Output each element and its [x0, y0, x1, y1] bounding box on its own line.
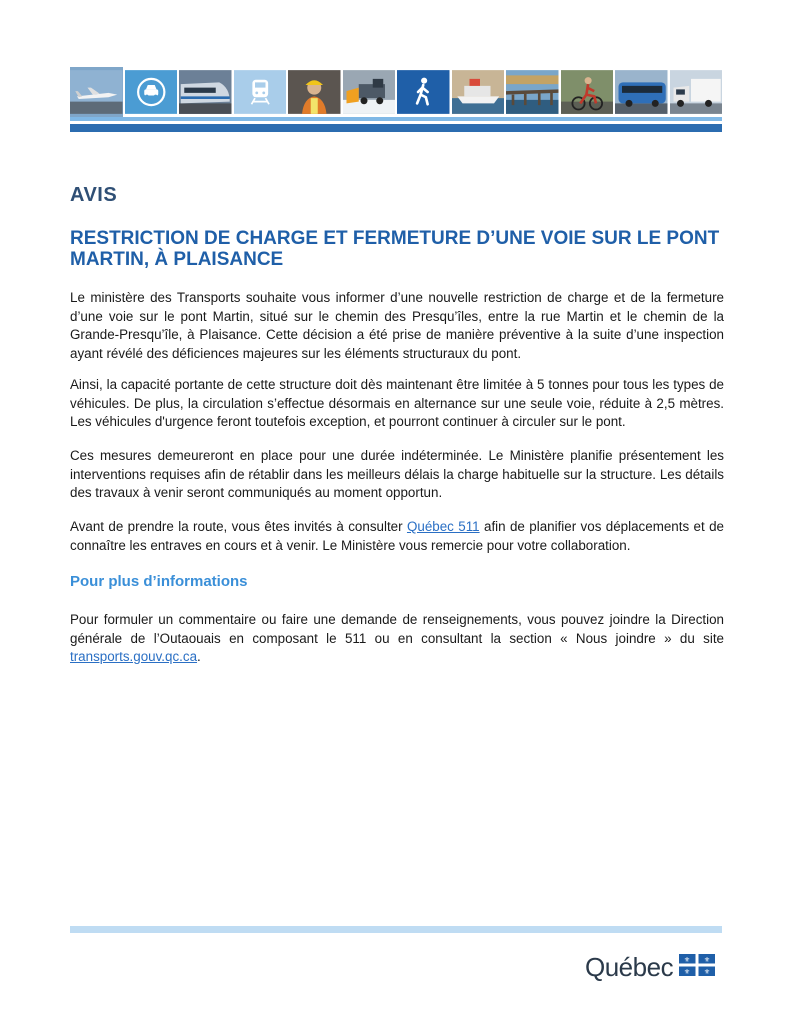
header-banner [70, 67, 722, 117]
transports-site-link[interactable]: transports.gouv.qc.ca [70, 649, 198, 664]
quebec-flag-icon [679, 954, 715, 981]
quebec-logo [585, 952, 715, 983]
svg-text:⚜: ⚜ [683, 968, 691, 976]
header-rule-dark [70, 124, 722, 132]
header-rule-light [70, 117, 722, 121]
rail-icon [234, 67, 287, 117]
cyclist-icon [561, 67, 614, 117]
contact-paragraph [70, 611, 724, 667]
bridge-icon [506, 67, 559, 117]
more-info-heading: Pour plus d’informations [70, 573, 248, 590]
footer-rule [70, 926, 722, 933]
notice-title: RESTRICTION DE CHARGE ET FERMETURE D’UNE VOIE SUR LE PONT MARTIN, À PLAISANCE [70, 228, 720, 270]
airplane-icon [70, 67, 123, 117]
contact-text-before: Pour formuler un commentaire ou faire une demande de renseignements, vous pouvez joindre la Direction générale de l’Outaouais en composant le 511 ou en consultant la section « Nous joindre » du site [70, 612, 724, 646]
bus-icon [615, 67, 668, 117]
quebec-511-link[interactable]: Québec 511 [406, 519, 480, 534]
logo-text: Québec [585, 952, 674, 982]
paragraph-4-text-after: afin de planifier vos déplacements et de connaître les entraves en cours et à venir. Le Ministère vous remercie pour votre collaboration. [70, 519, 724, 553]
paragraph-2: Ainsi, la capacité portante de cette structure doit dès maintenant être limitée à 5 tonnes pour tous les types de véhicules. De plus, la circulation s’effectue désormais en alternance sur une seule voie, réduite à 2,5 mètres. Les véhicules d'urgence feront toutefois exception, et pourront continuer à circuler sur le pont. [70, 377, 724, 429]
paragraph-1: Le ministère des Transports souhaite vous informer d’une nouvelle restriction de charge et de la fermeture d’une voie sur le pont Martin, situé sur le chemin des Presqu’îles, entre la rue Martin et le chemin de la Grande-Presqu’île, à Plaisance. Cette décision a été prise de manière préventive à la suite d’une inspection ayant révélé des déficiences majeures sur les éléments structuraux du pont. [70, 290, 724, 361]
svg-text:⚜: ⚜ [703, 968, 711, 976]
snowplow-icon [343, 67, 396, 117]
ferry-icon [452, 67, 505, 117]
train-icon [179, 67, 232, 117]
paragraph-4-text-before: Avant de prendre la route, vous êtes invités à consulter [70, 519, 407, 534]
paragraph-4 [70, 518, 724, 555]
notice-label: AVIS [70, 184, 118, 206]
paragraph-3: Ces mesures demeureront en place pour une durée indéterminée. Le Ministère planifie présentement les interventions requises afin de rétablir dans les meilleurs délais la charge habituelle sur la structure. Les détails des travaux à venir seront communiqués au moment opportun. [70, 448, 724, 500]
svg-text:⚜: ⚜ [703, 956, 711, 964]
svg-text:⚜: ⚜ [683, 956, 691, 964]
truck-icon [670, 67, 723, 117]
worker-icon [288, 67, 341, 117]
car-icon [125, 67, 178, 117]
pedestrian-icon [397, 67, 450, 117]
contact-text-after: . [197, 649, 201, 664]
